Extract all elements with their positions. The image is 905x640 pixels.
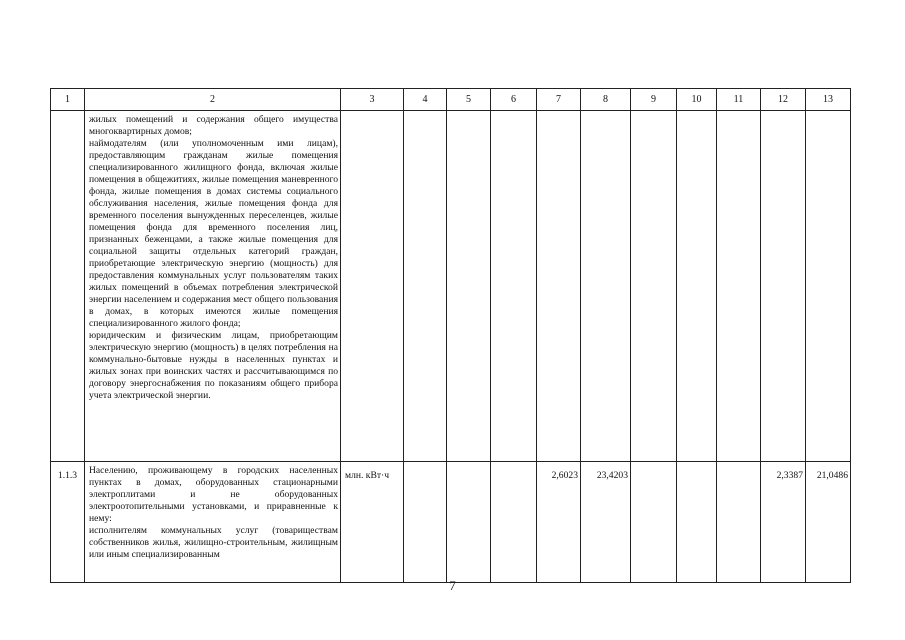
value-cell: [677, 462, 717, 583]
value-cell: 2,6023: [537, 462, 581, 583]
header-cell: 8: [581, 89, 631, 111]
header-cell: 5: [447, 89, 491, 111]
table-row: [51, 111, 851, 462]
value-cell: 2,3387: [761, 462, 806, 583]
header-cell: 3: [341, 89, 404, 111]
description-line: наймодателям (или уполномоченным ими лицам), предоставляющим гражданам жилые помещения специализированного жилищного фонда, включая жилые помещения в общежитиях, жилые помещения маневренного фонда, жилые помещения в домах системы социального обслуживания населения, жилые помещения фонда для временного поселения вынужденных переселенцев, жилые помещения фонда для временного поселения лиц, признанных беженцами, а также жилые помещения для социальной защиты отдельных категорий граждан, приобретающие электрическую энергию (мощность) для предоставления коммунальных услуг пользователям таких жилых помещений в объемах потребления электрической энергии населением и содержания мест общего пользования в домах, в которых имеются жилые помещения специализированного жилого фонда;: [89, 138, 338, 329]
page-number: 7: [449, 578, 456, 593]
value-cell: [447, 462, 491, 583]
description-line: жилых помещений и содержания общего имущества многоквартирных домов;: [89, 114, 338, 137]
value-cell: [404, 462, 447, 583]
empty-cell: [447, 111, 491, 462]
row-number: 1.1.3: [51, 462, 85, 583]
header-cell: 12: [761, 89, 806, 111]
value-cell: 23,4203: [581, 462, 631, 583]
description-line: Населению, проживающему в городских населенных пунктах в домах, оборудованных стационарными электроплитами и не оборудованных электроотопительными установками, и приравненные к нему:: [89, 465, 338, 524]
header-cell: 1: [51, 89, 85, 111]
header-cell: 6: [491, 89, 537, 111]
header-cell: 2: [85, 89, 341, 111]
tariff-table: [50, 88, 851, 583]
unit-cell: млн. кВт·ч: [341, 462, 404, 583]
empty-cell: [761, 111, 806, 462]
value-cell: [491, 462, 537, 583]
header-cell: 13: [806, 89, 851, 111]
empty-cell: [677, 111, 717, 462]
empty-cell: [631, 111, 677, 462]
table-row: [51, 462, 851, 583]
value-cell: [631, 462, 677, 583]
empty-cell: [717, 111, 761, 462]
table-header-row: [51, 89, 851, 111]
empty-cell: [341, 111, 404, 462]
row-description: [85, 462, 341, 583]
description-line: исполнителям коммунальных услуг (товариществам собственников жилья, жилищно-строительным, жилищным или иным специализированным: [89, 525, 338, 560]
empty-cell: [537, 111, 581, 462]
empty-cell: [404, 111, 447, 462]
header-cell: 7: [537, 89, 581, 111]
header-cell: 9: [631, 89, 677, 111]
empty-cell: [806, 111, 851, 462]
row-description: [85, 111, 341, 462]
header-cell: 11: [717, 89, 761, 111]
row-number: [51, 111, 85, 462]
empty-cell: [581, 111, 631, 462]
header-cell: 10: [677, 89, 717, 111]
value-cell: 21,0486: [806, 462, 851, 583]
header-cell: 4: [404, 89, 447, 111]
description-line: юридическим и физическим лицам, приобретающим электрическую энергию (мощность) в целях потребления на коммунально-бытовые нужды в населенных пунктах и жилых зонах при воинских частях и рассчитывающимся по договору энергоснабжения по показаниям общего прибора учета электрической энергии.: [89, 330, 338, 401]
value-cell: [717, 462, 761, 583]
empty-cell: [491, 111, 537, 462]
